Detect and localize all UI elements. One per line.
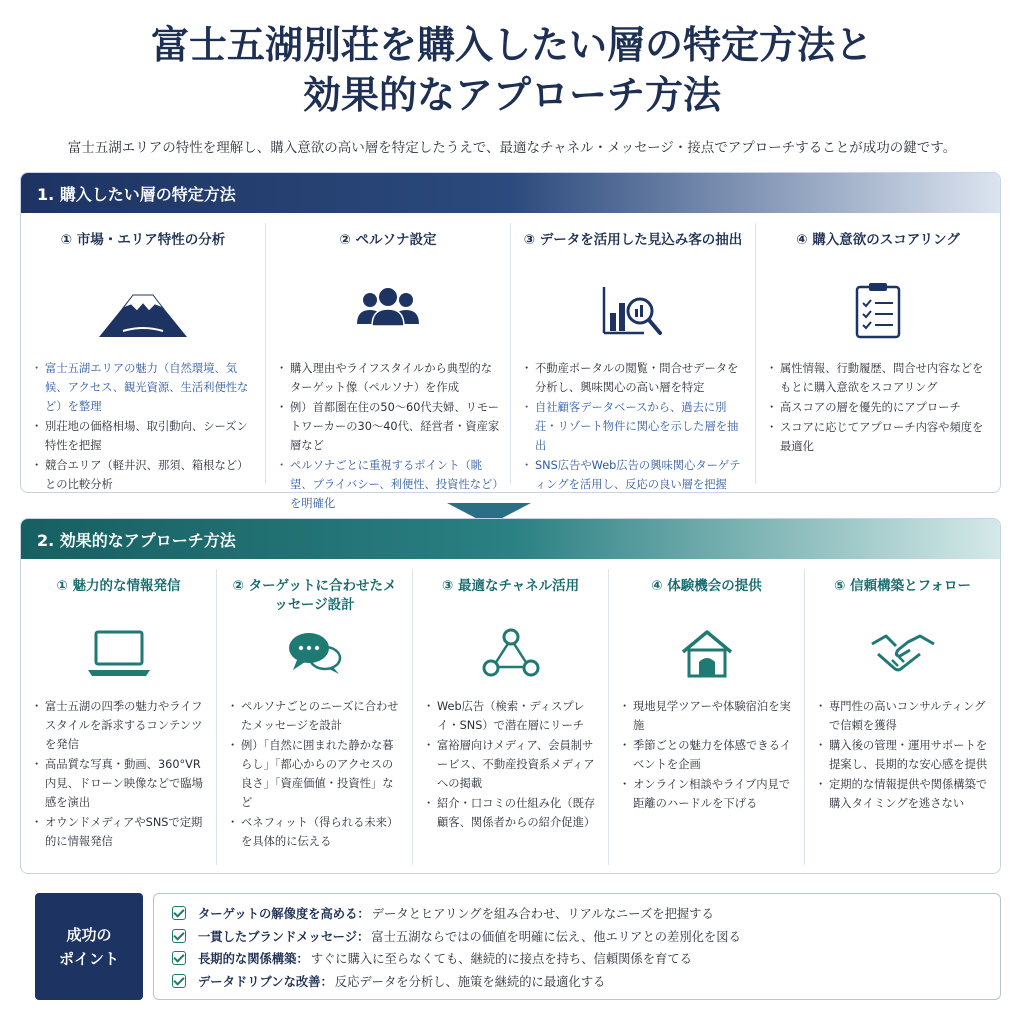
col-title: ④ 体験機会の提供 bbox=[651, 578, 762, 594]
network-icon bbox=[479, 625, 543, 681]
laptop-icon bbox=[84, 626, 154, 680]
bullet: ・ ペルソナごとに重視するポイント（眺望、プライバシー、利便性、投資性など）を明確化 bbox=[280, 456, 500, 513]
title-line-1: 富士五湖別荘を購入したい層の特定方法と bbox=[150, 22, 873, 67]
identify-col-persona bbox=[266, 223, 511, 510]
approach-col-channel bbox=[413, 569, 609, 865]
col-title: ② ターゲットに合わせたメッセージ設計 bbox=[232, 578, 397, 613]
bullet: ・ 購入理由やライフスタイルから典型的なターゲット像（ペルソナ）を作成 bbox=[280, 359, 500, 397]
people-group-icon bbox=[353, 286, 423, 336]
bullet: ・ オンライン相談やライブ内見で距離のハードルを下げる bbox=[623, 775, 794, 813]
bullet: ・ 例）首都圏在住の50〜60代夫婦、リモートワーカーの30〜40代、経営者・資産家層など bbox=[280, 398, 500, 455]
bullet: ・ オウンドメディアやSNSで定期的に情報発信 bbox=[35, 813, 206, 851]
identify-col-data bbox=[511, 223, 756, 491]
point-text: データとヒアリングを組み合わせ、リアルなニーズを把握する bbox=[371, 907, 714, 922]
handshake-icon bbox=[868, 628, 938, 678]
bullet: ・ 富士五湖エリアの魅力（自然環境、気候、アクセス、観光資源、生活利便性など）を整理 bbox=[35, 359, 255, 416]
page-title bbox=[0, 20, 1024, 120]
success-point bbox=[172, 925, 982, 948]
mount-fuji-icon bbox=[93, 281, 193, 341]
bullet: ・ 富裕層向けメディア、会員制サービス、不動産投資系メディアへの掲載 bbox=[427, 736, 598, 793]
bullet: ・ Web広告（検索・ディスプレイ・SNS）で潜在層にリーチ bbox=[427, 697, 598, 735]
bullet: ・ ベネフィット（得られる未来）を具体的に伝える bbox=[231, 813, 402, 851]
approach-col-trust bbox=[805, 569, 1000, 865]
bullet: ・ 高スコアの層を優先的にアプローチ bbox=[770, 398, 990, 417]
col-title: ① 市場・エリア特性の分析 bbox=[60, 232, 226, 248]
page-subtitle: 富士五湖エリアの特性を理解し、購入意欲の高い層を特定したうえで、最適なチャネル・メッセージ・接点でアプローチすることが成功の鍵です。 bbox=[67, 140, 957, 156]
bullet: ・ 高品質な写真・動画、360°VR内見、ドローン映像などで臨場感を演出 bbox=[35, 755, 206, 812]
checkbox-icon bbox=[172, 974, 186, 988]
section-identify-heading: 1. 購入したい層の特定方法 bbox=[21, 173, 1000, 213]
success-points-list bbox=[153, 893, 1001, 1000]
bullet: ・ 富士五湖の四季の魅力やライフスタイルを訴求するコンテンツを発信 bbox=[35, 697, 206, 754]
point-text: 富士五湖ならではの価値を明確に伝え、他エリアとの差別化を図る bbox=[371, 929, 741, 944]
bullet: ・ 別荘地の価格相場、取引動向、シーズン特性を把握 bbox=[35, 417, 255, 455]
approach-col-experience bbox=[609, 569, 805, 865]
success-label-line-2: ポイント bbox=[58, 949, 119, 968]
point-key: 一貫したブランドメッセージ： bbox=[198, 929, 370, 944]
bullet: ・ 定期的な情報提供や関係構築で購入タイミングを逃さない bbox=[819, 775, 990, 813]
col-title: ① 魅力的な情報発信 bbox=[56, 578, 181, 594]
bullet: ・ 不動産ポータルの閲覧・問合せデータを分析し、興味関心の高い層を特定 bbox=[525, 359, 745, 397]
bullet: ・ SNS広告やWeb広告の興味関心ターゲティングを活用し、反応の良い層を把握 bbox=[525, 456, 745, 494]
identify-col-scoring bbox=[756, 223, 1000, 484]
bullet: ・ 属性情報、行動履歴、問合せ内容などをもとに購入意欲をスコアリング bbox=[770, 359, 990, 397]
bullet: ・ 自社顧客データベースから、過去に別荘・リゾート物件に関心を示した層を抽出 bbox=[525, 398, 745, 455]
bullet: ・ 例）「自然に囲まれた静かな暮らし」「都心からのアクセスの良さ」「資産価値・投資性」など bbox=[231, 736, 402, 812]
col-title: ② ペルソナ設定 bbox=[339, 232, 437, 248]
section-identify bbox=[20, 172, 1001, 510]
house-icon bbox=[677, 626, 737, 680]
section-approach-heading: 2. 効果的なアプローチ方法 bbox=[21, 519, 1000, 559]
approach-col-content bbox=[21, 569, 217, 865]
success-label-line-1: 成功の bbox=[66, 925, 112, 944]
checklist-icon bbox=[853, 281, 903, 341]
point-key: ターゲットの解像度を高める： bbox=[198, 907, 370, 922]
point-text: 反応データを分析し、施策を継続的に最適化する bbox=[334, 974, 606, 989]
success-point bbox=[172, 947, 982, 970]
title-line-2: 効果的なアプローチ方法 bbox=[302, 72, 721, 117]
checkbox-icon bbox=[172, 929, 186, 943]
col-title: ④ 購入意欲のスコアリング bbox=[796, 232, 960, 248]
bullet: ・ 現地見学ツアーや体験宿泊を実施 bbox=[623, 697, 794, 735]
bullet: ・ 専門性の高いコンサルティングで信頼を獲得 bbox=[819, 697, 990, 735]
point-text: すぐに購入に至らなくても、継続的に接点を持ち、信頼関係を育てる bbox=[310, 952, 692, 967]
success-point bbox=[172, 902, 982, 925]
bullet: ・ 季節ごとの魅力を体感できるイベントを企画 bbox=[623, 736, 794, 774]
identify-col-market bbox=[21, 223, 266, 491]
bullet: ・ 購入後の管理・運用サポートを提案し、長期的な安心感を提供 bbox=[819, 736, 990, 774]
col-title: ⑤ 信頼構築とフォロー bbox=[834, 578, 971, 594]
bullet: ・ ペルソナごとのニーズに合わせたメッセージを設計 bbox=[231, 697, 402, 735]
bullet: ・ 紹介・口コミの仕組み化（既存顧客、関係者からの紹介促進） bbox=[427, 794, 598, 832]
success-point bbox=[172, 970, 982, 993]
bullet: ・ 競合エリア（軽井沢、那須、箱根など）との比較分析 bbox=[35, 456, 255, 494]
success-points-label bbox=[35, 893, 143, 1000]
checkbox-icon bbox=[172, 906, 186, 920]
data-search-icon bbox=[598, 281, 668, 341]
section-approach bbox=[20, 518, 1001, 874]
checkbox-icon bbox=[172, 951, 186, 965]
bullet: ・ スコアに応じてアプローチ内容や頻度を最適化 bbox=[770, 418, 990, 456]
col-title: ③ 最適なチャネル活用 bbox=[441, 578, 580, 594]
approach-col-message bbox=[217, 569, 413, 865]
point-key: 長期的な関係構築： bbox=[198, 952, 309, 967]
col-title: ③ データを活用した見込み客の抽出 bbox=[523, 232, 743, 248]
chat-bubbles-icon bbox=[285, 628, 345, 678]
point-key: データドリブンな改善： bbox=[198, 974, 333, 989]
